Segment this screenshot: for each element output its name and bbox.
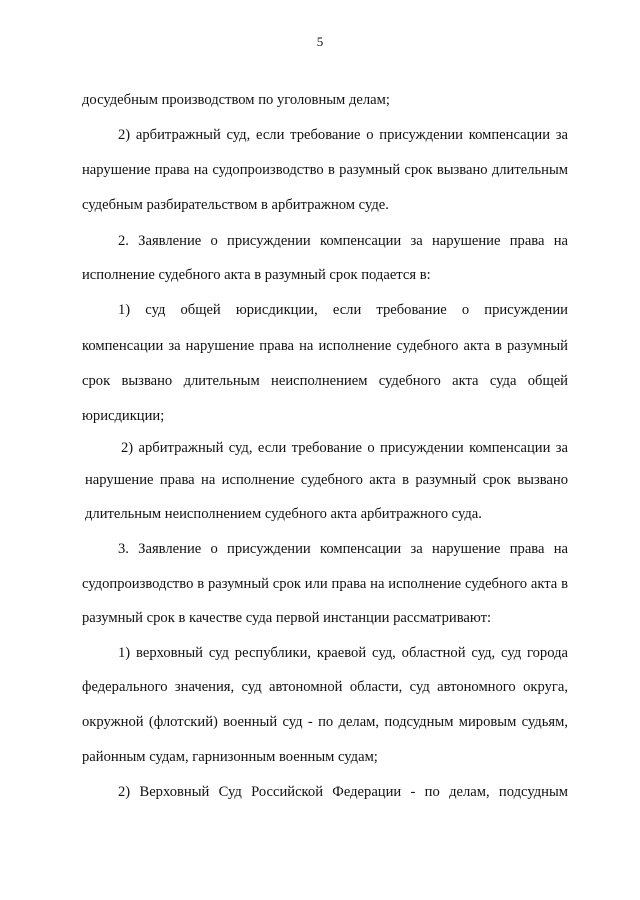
text-line: окружной (флотский) военный суд - по делам, подсудным мировым судьям, [82,714,568,730]
text-line: 2. Заявление о присуждении компенсации за нарушение права на [118,233,568,249]
text-line: срок вызвано длительным неисполнением судебного акта суда общей [82,373,568,389]
text-line: нарушение права на исполнение судебного акта в разумный срок вызвано [85,472,568,488]
text-line: досудебным производством по уголовным делам; [82,92,390,108]
text-line: 3. Заявление о присуждении компенсации за нарушение права на [118,541,568,557]
page-number: 5 [316,34,324,49]
text-line: исполнение судебного акта в разумный срок подается в: [82,267,431,283]
text-line: 1) суд общей юрисдикции, если требование о присуждении [118,302,568,318]
text-line: компенсации за нарушение права на исполнение судебного акта в разумный [82,338,568,354]
text-line: федерального значения, суд автономной области, суд автономного округа, [82,679,568,695]
text-line: 1) верховный суд республики, краевой суд, областной суд, суд города [118,645,568,661]
text-line: длительным неисполнением судебного акта арбитражного суда. [85,506,482,522]
text-line: 2) Верховный Суд Российской Федерации - по делам, подсудным [118,784,568,800]
text-line: юрисдикции; [82,408,165,424]
text-line: 2) арбитражный суд, если требование о присуждении компенсации за [118,127,568,143]
text-line: 2) арбитражный суд, если требование о присуждении компенсации за [121,440,568,456]
text-line: нарушение права на судопроизводство в разумный срок вызвано длительным [82,162,568,178]
text-line: судопроизводство в разумный срок или права на исполнение судебного акта в [82,576,568,592]
text-line: разумный срок в качестве суда первой инстанции рассматривают: [82,610,492,626]
text-line: районным судам, гарнизонным военным судам; [82,749,378,765]
text-line: судебным разбирательством в арбитражном суде. [82,197,389,213]
